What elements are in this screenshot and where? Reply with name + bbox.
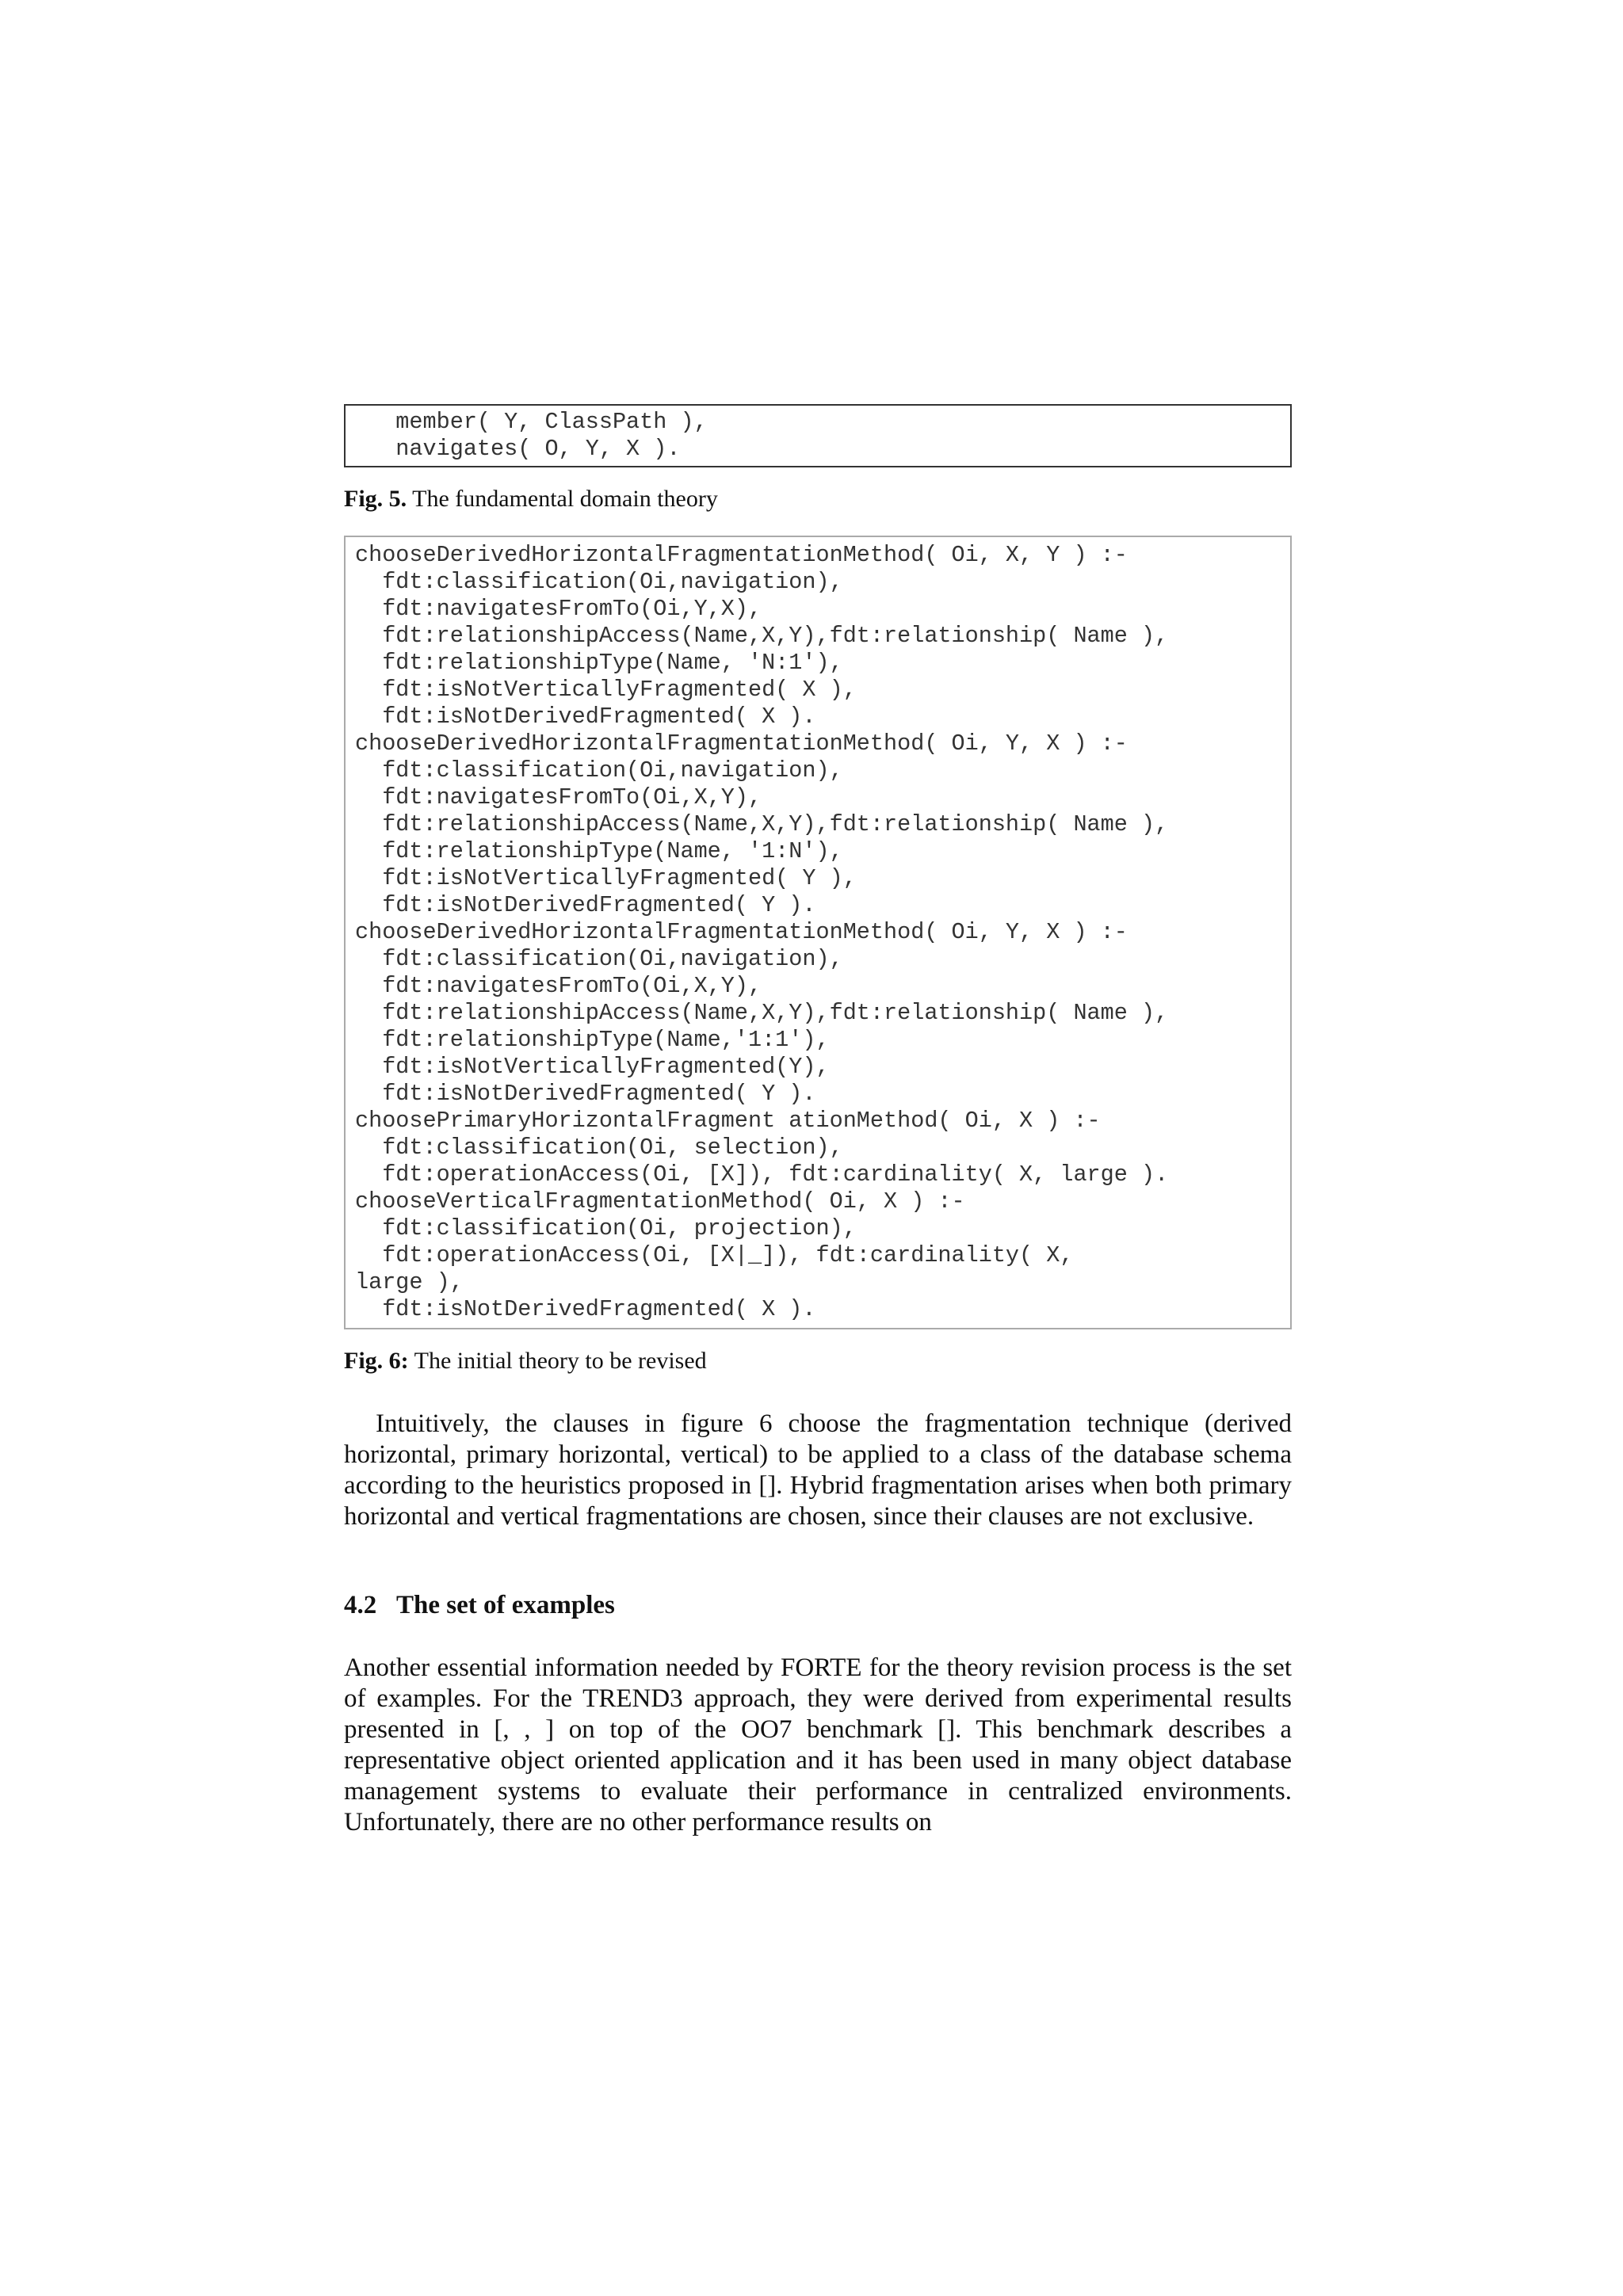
fig6-code-line: fdt:operationAccess(Oi, [X|_]), fdt:cardinality( X, [355,1242,1074,1268]
fig6-code-line: fdt:classification(Oi, selection), [355,1135,843,1161]
fig6-code-line: fdt:classification(Oi,navigation), [355,757,843,784]
fig6-code-lines [355,542,1282,1323]
fig6-code-line: fdt:operationAccess(Oi, [X]), fdt:cardinality( X, large ). [355,1161,1169,1188]
fig6-code-line: fdt:isNotDerivedFragmented( X ). [355,1296,816,1322]
fig5-code-line: navigates( O, Y, X ). [355,436,681,462]
fig6-code-line: fdt:navigatesFromTo(Oi,X,Y), [355,784,762,810]
fig5-caption [344,483,1292,515]
section-heading [344,1589,1292,1621]
fig5-caption-text: The fundamental domain theory [407,486,718,512]
fig6-caption-label: Fig. 6: [344,1348,409,1374]
fig6-caption-text: The initial theory to be revised [408,1348,707,1374]
fig6-code-line: chooseDerivedHorizontalFragmentationMethod( Oi, Y, X ) :- [355,919,1128,945]
fig6-code-line: chooseDerivedHorizontalFragmentationMethod( Oi, X, Y ) :- [355,542,1128,568]
fig5-caption-label: Fig. 5. [344,486,407,512]
fig6-code-line: fdt:relationshipAccess(Name,X,Y),fdt:relationship( Name ), [355,623,1169,649]
fig6-code-line: fdt:isNotDerivedFragmented( X ). [355,704,816,730]
section-title: The set of examples [396,1591,615,1619]
fig6-code-line: fdt:classification(Oi,navigation), [355,946,843,972]
fig6-code-line: choosePrimaryHorizontalFragment ationMethod( Oi, X ) :- [355,1108,1101,1134]
fig6-code-line: fdt:relationshipType(Name, 'N:1'), [355,650,843,676]
fig6-code-line: fdt:classification(Oi, projection), [355,1215,857,1241]
fig6-code-line: fdt:isNotDerivedFragmented( Y ). [355,1081,816,1107]
fig6-code-box [344,536,1292,1329]
fig6-code-line: fdt:relationshipType(Name,'1:1'), [355,1027,830,1053]
page-content [344,404,1292,1838]
fig6-code-line: fdt:relationshipAccess(Name,X,Y),fdt:relationship( Name ), [355,1000,1169,1026]
fig6-code-line: fdt:relationshipAccess(Name,X,Y),fdt:relationship( Name ), [355,811,1169,837]
fig6-code-line: chooseVerticalFragmentationMethod( Oi, X ) :- [355,1188,965,1215]
fig5-code-box [344,404,1292,467]
fig5-code-line: member( Y, ClassPath ), [355,409,708,435]
fig6-code-line: large ), [355,1269,464,1295]
fig6-code-line: fdt:isNotVerticallyFragmented( X ), [355,677,857,703]
fig6-code-line: fdt:isNotVerticallyFragmented(Y), [355,1054,830,1080]
paragraph-intuitively: Intuitively, the clauses in figure 6 choose the fragmentation technique (derived horizontal, primary horizontal, vertical) to be applied to a class of the database schema according to the heuristics proposed in []. Hybrid fragmentation arises when both primary horizontal and vertical fragmentations are chosen, since their clauses are not exclusive. [344,1409,1292,1531]
fig6-code-line: chooseDerivedHorizontalFragmentationMethod( Oi, Y, X ) :- [355,730,1128,757]
fig6-code-line: fdt:classification(Oi,navigation), [355,569,843,595]
fig6-code-line: fdt:navigatesFromTo(Oi,Y,X), [355,596,762,622]
section-number: 4.2 [344,1591,377,1619]
fig6-code-line: fdt:isNotVerticallyFragmented( Y ), [355,865,857,891]
fig6-code-line: fdt:navigatesFromTo(Oi,X,Y), [355,973,762,999]
paragraph-examples: Another essential information needed by FORTE for the theory revision process is the set of examples. For the TREND3 approach, they were derived from experimental results presented in [, , ] on top of the OO7 benchmark []. This benchmark describes a representative object oriented application and it has been used in many object database management systems to evaluate their performance in centralized environments. Unfortunately, there are no other performance results on [344,1653,1292,1836]
fig6-caption [344,1345,1292,1377]
fig6-code-line: fdt:isNotDerivedFragmented( Y ). [355,892,816,918]
fig6-code-line: fdt:relationshipType(Name, '1:N'), [355,838,843,864]
fig5-code-lines [355,409,1282,463]
